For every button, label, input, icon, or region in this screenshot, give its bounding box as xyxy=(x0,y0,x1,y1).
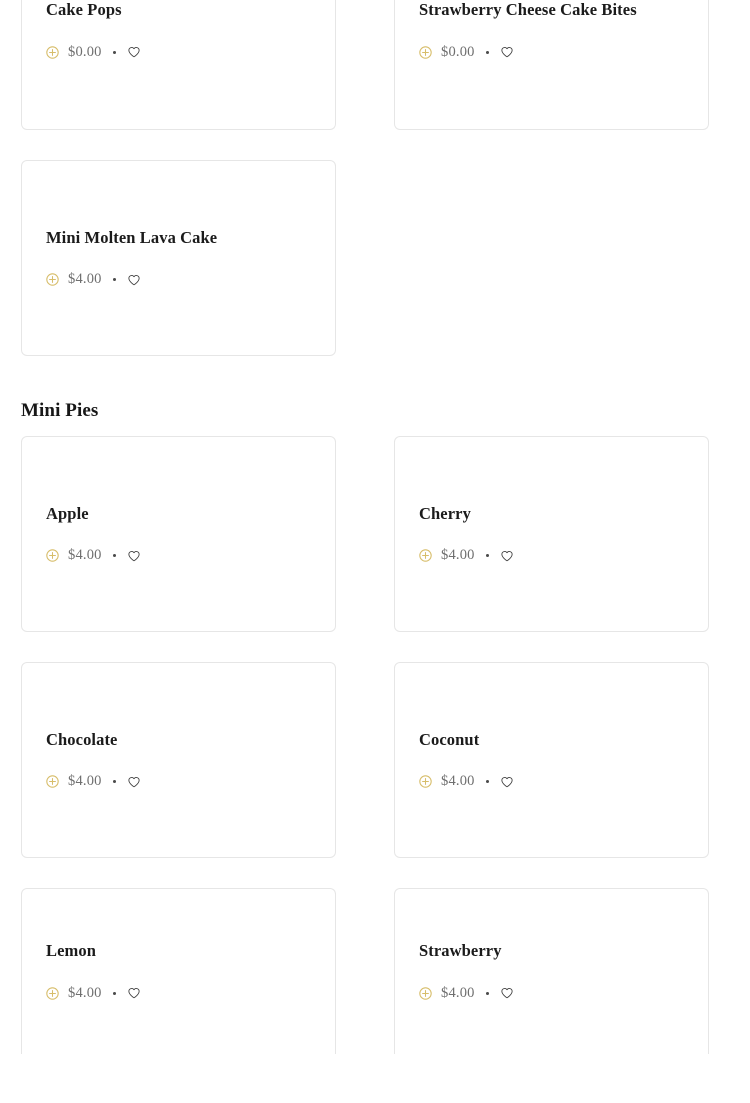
menu-item-name: Lemon xyxy=(46,941,96,961)
plus-circle-icon[interactable] xyxy=(46,273,59,286)
dot-separator xyxy=(113,780,116,783)
menu-item-card[interactable] xyxy=(394,436,709,632)
plus-circle-icon[interactable] xyxy=(419,987,432,1000)
heart-outline-icon[interactable] xyxy=(500,549,514,563)
plus-circle-icon[interactable] xyxy=(419,775,432,788)
menu-item-card[interactable] xyxy=(21,436,336,632)
menu-item-name: Apple xyxy=(46,503,89,523)
plus-circle-icon[interactable] xyxy=(46,46,59,59)
heart-outline-icon[interactable] xyxy=(127,45,141,59)
menu-item-price: $4.00 xyxy=(68,271,102,288)
heart-outline-icon[interactable] xyxy=(500,986,514,1000)
menu-item-meta xyxy=(46,985,311,1002)
heart-outline-icon[interactable] xyxy=(500,45,514,59)
section-heading: Mini Pies xyxy=(21,400,99,421)
menu-item-name: Mini Molten Lava Cake xyxy=(46,227,218,247)
menu-item-price: $4.00 xyxy=(68,773,102,790)
menu-item-card[interactable] xyxy=(21,888,336,1054)
menu-item-price: $4.00 xyxy=(441,773,475,790)
menu-item-name: Cake Pops xyxy=(46,0,122,19)
menu-item-card[interactable] xyxy=(394,0,709,130)
menu-item-card[interactable] xyxy=(394,662,709,858)
menu-item-name: Strawberry Cheese Cake Bites xyxy=(419,0,637,19)
menu-item-name: Coconut xyxy=(419,729,480,749)
menu-item-grid xyxy=(21,0,729,356)
menu-item-meta xyxy=(46,271,311,288)
heart-outline-icon[interactable] xyxy=(127,549,141,563)
section-spacer xyxy=(0,356,750,400)
menu-item-card[interactable] xyxy=(394,888,709,1054)
menu-item-card[interactable] xyxy=(21,662,336,858)
menu-item-price: $4.00 xyxy=(441,984,475,1001)
heart-outline-icon[interactable] xyxy=(127,273,141,287)
menu-item-name: Strawberry xyxy=(419,941,502,961)
plus-circle-icon[interactable] xyxy=(46,987,59,1000)
dot-separator xyxy=(486,554,489,557)
menu-section-mini-pies xyxy=(0,400,750,1054)
menu-item-meta xyxy=(46,44,311,61)
menu-item-card[interactable] xyxy=(21,0,336,130)
dot-separator xyxy=(113,554,116,557)
menu-item-grid xyxy=(21,436,729,1054)
menu-item-meta xyxy=(419,773,684,790)
plus-circle-icon[interactable] xyxy=(46,549,59,562)
dot-separator xyxy=(486,51,489,54)
heart-outline-icon[interactable] xyxy=(127,986,141,1000)
menu-item-card[interactable] xyxy=(21,160,336,356)
heart-outline-icon[interactable] xyxy=(500,775,514,789)
menu-item-price: $4.00 xyxy=(68,547,102,564)
menu-item-meta xyxy=(46,547,311,564)
menu-item-price: $0.00 xyxy=(68,43,102,60)
menu-item-meta xyxy=(419,44,684,61)
menu-item-meta xyxy=(419,985,684,1002)
menu-item-name: Chocolate xyxy=(46,729,118,749)
heart-outline-icon[interactable] xyxy=(127,775,141,789)
menu-item-name: Cherry xyxy=(419,503,471,523)
plus-circle-icon[interactable] xyxy=(46,775,59,788)
menu-item-price: $4.00 xyxy=(441,547,475,564)
dot-separator xyxy=(113,278,116,281)
menu-section-mini-cakes-continued xyxy=(0,0,750,356)
menu-item-price: $4.00 xyxy=(68,984,102,1001)
menu-item-meta xyxy=(419,547,684,564)
plus-circle-icon[interactable] xyxy=(419,46,432,59)
menu-item-meta xyxy=(46,773,311,790)
dot-separator xyxy=(486,780,489,783)
dot-separator xyxy=(113,51,116,54)
dot-separator xyxy=(486,992,489,995)
menu-item-price: $0.00 xyxy=(441,43,475,60)
dot-separator xyxy=(113,992,116,995)
plus-circle-icon[interactable] xyxy=(419,549,432,562)
